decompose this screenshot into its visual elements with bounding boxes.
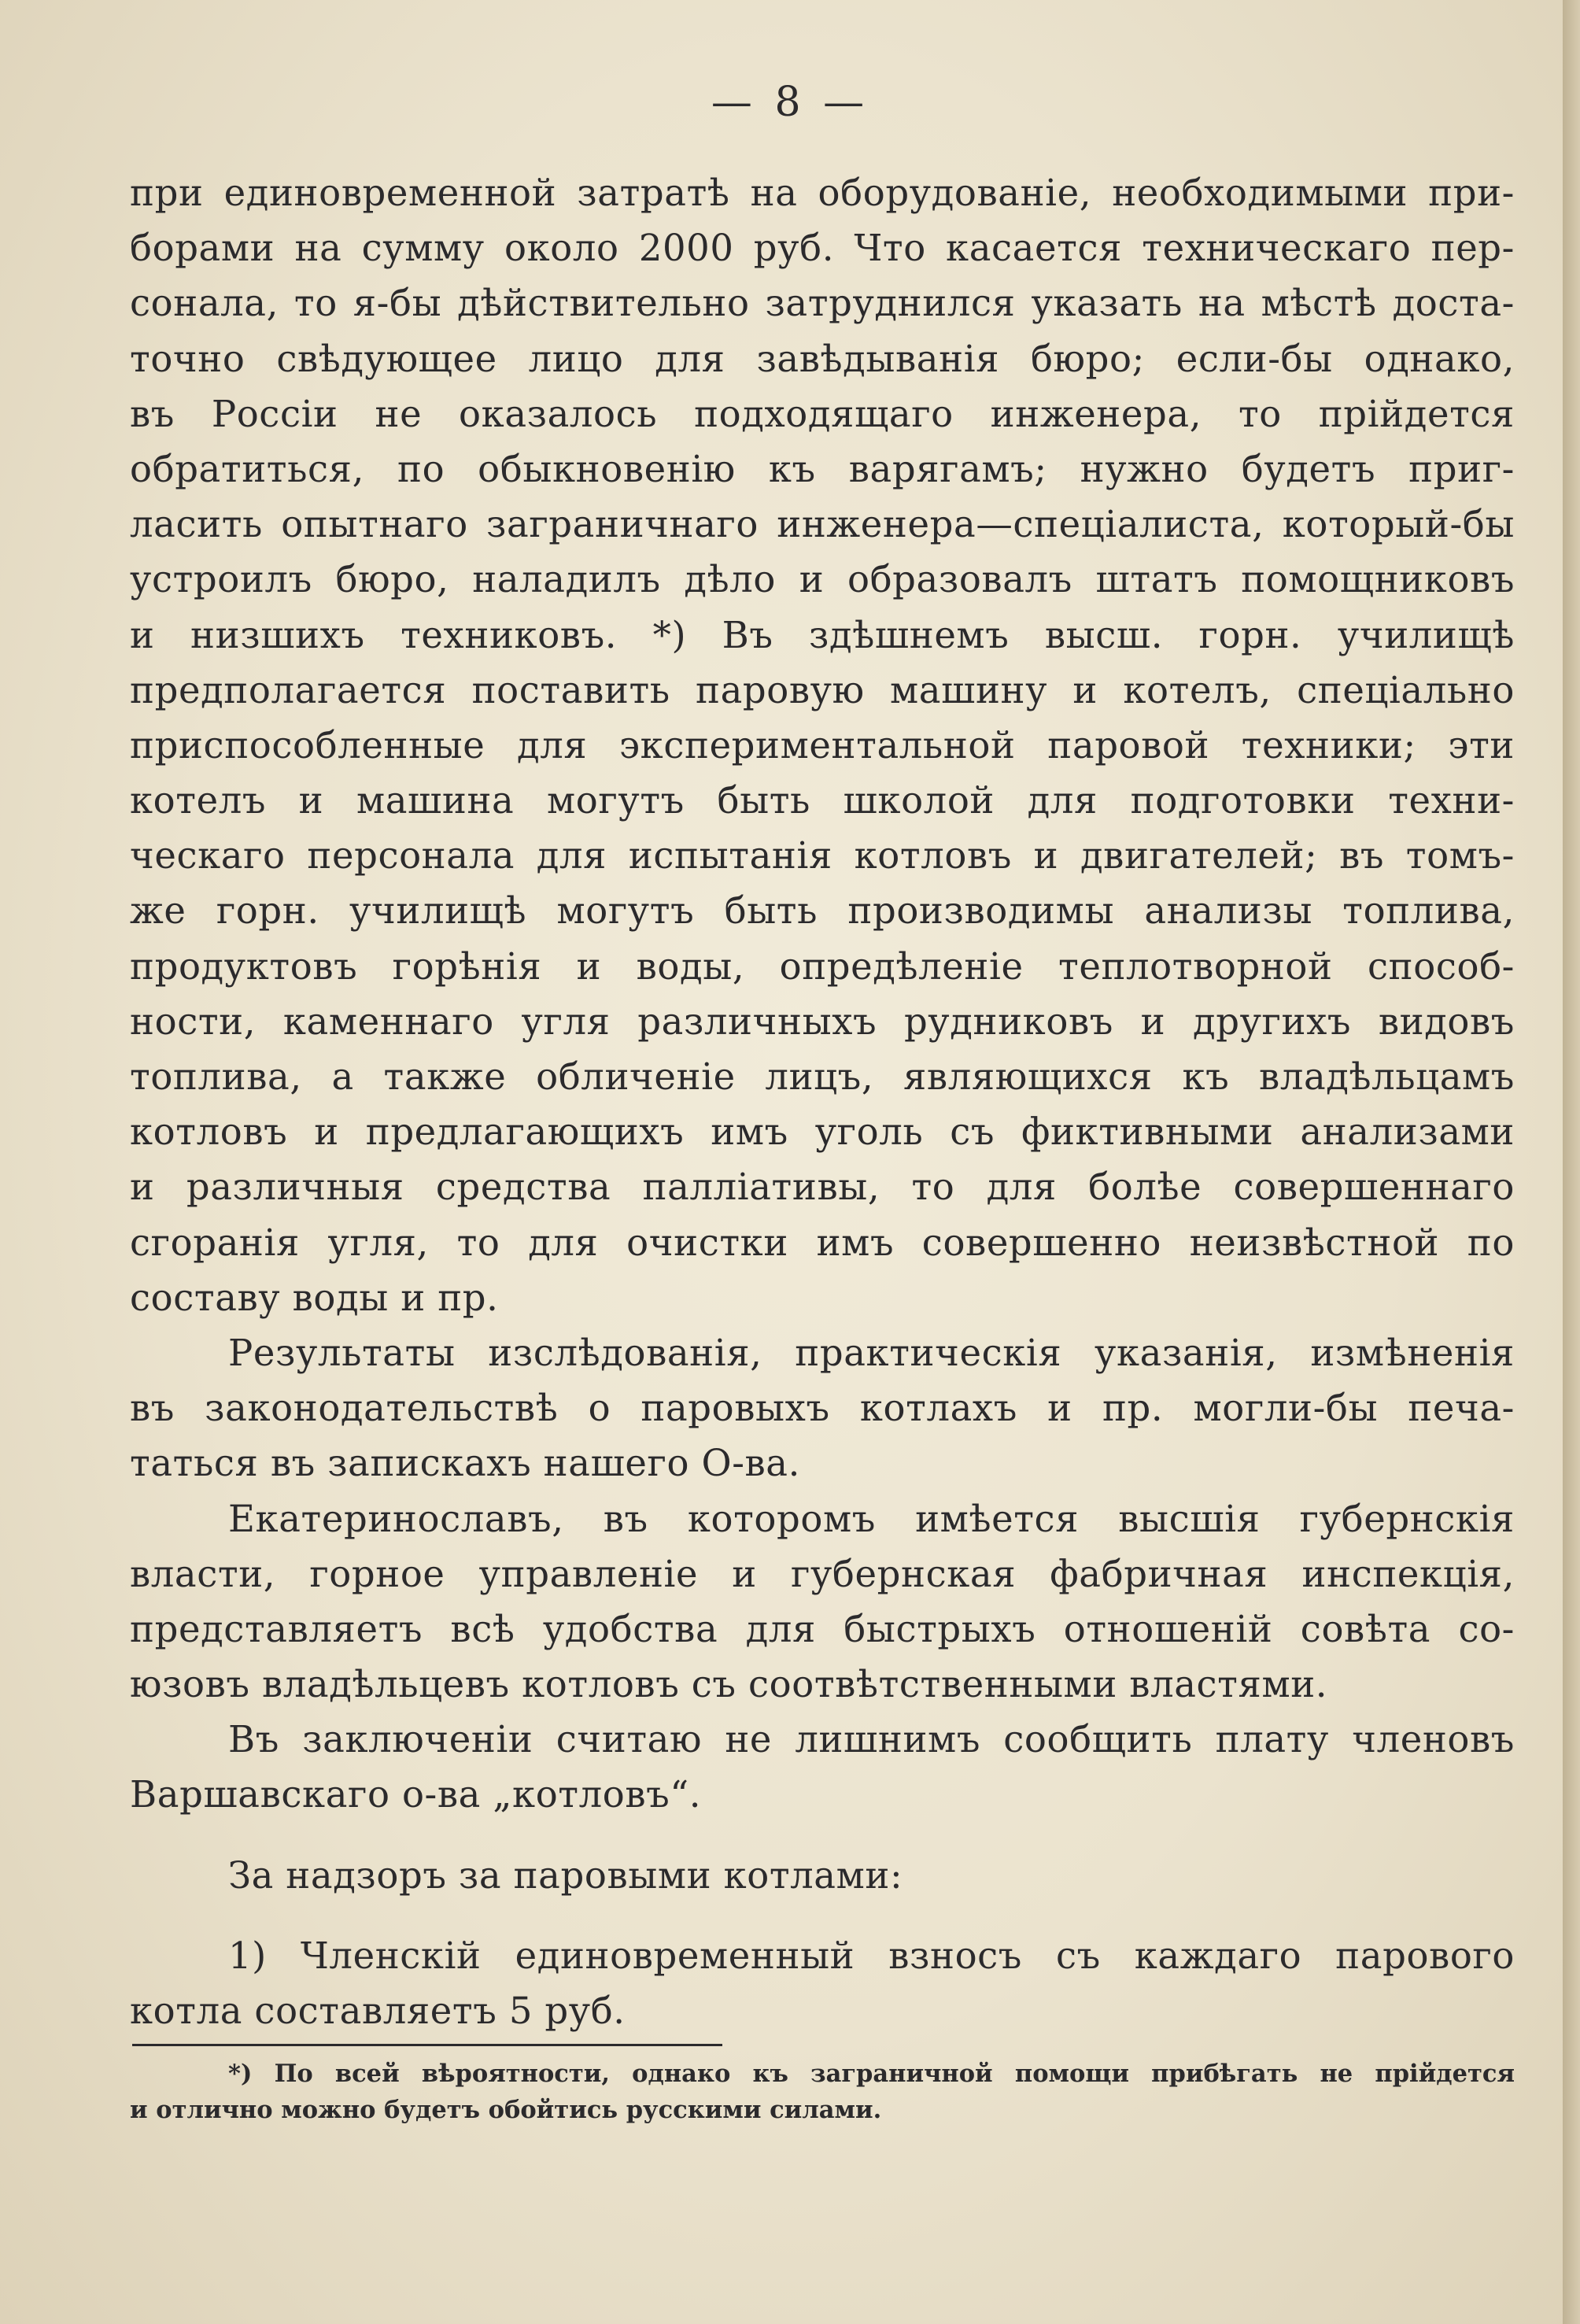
paragraph-start: Въ заключеніи считаю не лишнимъ сообщить плату членовъ	[228, 1718, 1515, 1761]
text-line: котелъ и машина могутъ быть школой для подготовки техни-	[130, 779, 1515, 822]
text-line: при единовременной затратѣ на оборудованіе, необходимыми при-	[130, 172, 1515, 214]
spacer	[130, 1823, 1515, 1848]
text-line: представляетъ всѣ удобства для быстрыхъ отношеній совѣта со-	[130, 1607, 1515, 1650]
text-line: ческаго персонала для испытанія котловъ и двигателей; въ томъ-	[130, 834, 1515, 878]
text-line: сонала, то я-бы дѣйствительно затруднился указать на мѣстѣ доста-	[130, 282, 1515, 325]
text-line: предполагается поставить паровую машину и котелъ, спеціально	[130, 668, 1515, 711]
text-line: точно свѣдующее лицо для завѣдыванія бюро; если-бы однако,	[130, 337, 1515, 380]
paragraph-start: Екатеринославъ, въ которомъ имѣется высшія губернскія	[228, 1497, 1515, 1540]
text-line: борами на сумму около 2000 руб. Что касается техническаго пер-	[130, 227, 1515, 270]
text-line: и низшихъ техниковъ. *) Въ здѣшнемъ высш. горн. училищѣ	[130, 613, 1515, 656]
page-edge-shadow	[1563, 0, 1580, 2324]
text-line: же горн. училищѣ могутъ быть производимы анализы топлива,	[130, 889, 1515, 933]
text-line: ности, каменнаго угля различныхъ рудниковъ и другихъ видовъ	[130, 999, 1515, 1043]
body-text	[130, 165, 1515, 2038]
text-line: и различныя средства палліативы, то для болѣе совершеннаго	[130, 1166, 1515, 1209]
text-line: власти, горное управленіе и губернская фабричная инспекція,	[130, 1552, 1515, 1595]
text-line: приспособленные для экспериментальной паровой техники; эти	[130, 723, 1515, 767]
text-line: котловъ и предлагающихъ имъ уголь съ фиктивными анализами	[130, 1110, 1515, 1154]
spacer	[130, 1903, 1515, 1928]
paragraph-start: За надзоръ за паровыми котлами:	[228, 1853, 903, 1897]
text-line: ласить опытнаго заграничнаго инженера—спеціалиста, который-бы	[130, 503, 1515, 546]
footnote-line: *) По всей вѣроятности, однако къ заграничной помощи прибѣгать не прійдется	[228, 2060, 1515, 2088]
text-line: юзовъ владѣльцевъ котловъ съ соотвѣтственными властями.	[130, 1663, 1328, 1706]
text-line: обратиться, по обыкновенію къ варягамъ; нужно будетъ приг-	[130, 447, 1515, 490]
paragraph-start: 1) Членскій единовременный взносъ съ каждаго парового	[228, 1934, 1515, 1977]
text-line: топлива, а также обличеніе лицъ, являющихся къ владѣльцамъ	[130, 1055, 1515, 1098]
text-line: таться въ запискахъ нашего О-ва.	[130, 1442, 800, 1485]
text-line: въ законодательствѣ о паровыхъ котлахъ и пр. могли-бы печа-	[130, 1387, 1515, 1430]
page-number: — 8 —	[711, 79, 869, 126]
footnote-divider	[132, 2044, 722, 2046]
text-line: Варшавскаго о-ва „котловъ“.	[130, 1773, 702, 1816]
text-line: составу воды и пр.	[130, 1276, 499, 1319]
text-line: котла составляетъ 5 руб.	[130, 1990, 626, 2032]
text-line: сгоранія угля, то для очистки имъ совершенно неизвѣстной по	[130, 1221, 1515, 1264]
paragraph-start: Результаты изслѣдованія, практическія указанія, измѣненія	[228, 1331, 1515, 1374]
text-line: устроилъ бюро, наладилъ дѣло и образовалъ штатъ помощниковъ	[130, 558, 1515, 601]
footnote-line: и отлично можно будетъ обойтись русскими силами.	[130, 2096, 882, 2124]
text-line: въ Россіи не оказалось подходящаго инженера, то прійдется	[130, 392, 1515, 435]
text-line: продуктовъ горѣнія и воды, опредѣленіе теплотворной способ-	[130, 944, 1515, 988]
footnote	[130, 2056, 1515, 2128]
